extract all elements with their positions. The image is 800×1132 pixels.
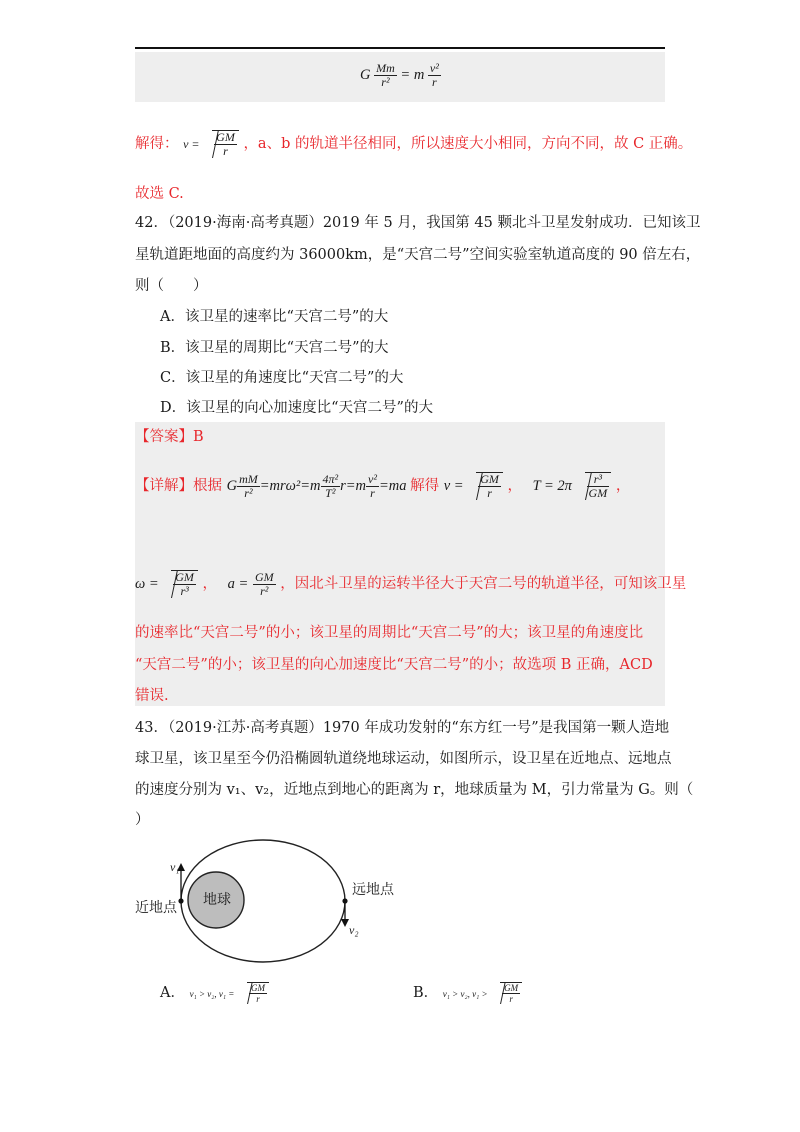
q42-line1: 42．（2019·海南·高考真题）2019 年 5 月，我国第 45 颗北斗卫星发射成功．已知该卫 [135, 215, 701, 231]
detail-42: 【详解】根据 G $\frac{mM}{\text{r²}}$ =mrω²=m $\frac{\text{4π²}}{\text{T²}}$ r=m $\frac{\text{v²}}{r}$ =ma 解得 v = $\frac{GM}{r}$ ， T = 2π $\frac{\text{r³}}{GM}$ ， [135, 472, 631, 501]
q43-option-b: B． v₁ > v₂, v₁ > $\frac{GM}{r}$ [413, 982, 522, 1004]
q42-option-b: B．该卫星的周期比“天宫二号”的大 [160, 340, 389, 356]
q43-option-a: A． v₁ > v₂, v₁ = $\frac{GM}{r}$ [160, 982, 269, 1004]
v2-label: v₂ [349, 923, 359, 937]
apogee-label: 远地点 [352, 882, 394, 898]
gravity-formula: G $\frac{Mm}{\text{r²}}$ = m $\frac{\text{v²}}{r}$ [360, 61, 439, 89]
header-rule [135, 47, 665, 49]
detail-42-line2: ω = $\frac{GM}{\text{r³}}$ ， a = $\frac{GM}{\text{r²}}$ ，因北斗卫星的运转半径大于天宫二号的轨道半径，可知该卫星 [135, 569, 687, 598]
detail-42-line4: “天宫二号”的小；该卫星的向心加速度比“天宫二号”的小；故选项 B 正确，ACD [135, 657, 653, 673]
q43-line3: 的速度分别为 v₁、v₂，近地点到地心的距离为 r，地球质量为 M，引力常量为 G。则（ [135, 782, 694, 798]
q43-line1: 43．（2019·江苏·高考真题）1970 年成功发射的“东方红一号”是我国第一颗人造地 [135, 720, 670, 736]
q42-option-c: C．该卫星的角速度比“天宫二号”的大 [160, 370, 404, 386]
q42-line3: 则（ ） [135, 278, 208, 294]
solution-41: 解得： v = $\frac{GM}{r}$ ，a、b 的轨道半径相同，所以速度大小相同，方向不同，故 C 正确。 [135, 130, 693, 158]
q42-option-a: A．该卫星的速率比“天宫二号”的大 [160, 309, 389, 325]
q42-line2: 星轨道距地面的高度约为 36000km，是“天宫二号”空间实验室轨道高度的 90 倍左右， [135, 247, 701, 263]
perigee-label: 近地点 [135, 900, 177, 916]
q43-line4: ） [135, 812, 150, 828]
earth-label: 地球 [203, 892, 231, 908]
v1-label: v₁ [170, 860, 180, 874]
v2-arrowhead [341, 919, 349, 927]
q42-option-d: D．该卫星的向心加速度比“天宫二号”的大 [160, 400, 433, 416]
answer-42: 【答案】B [135, 429, 204, 445]
q43-line2: 球卫星，该卫星至今仍沿椭圆轨道绕地球运动，如图所示，设卫星在近地点、远地点 [135, 751, 672, 767]
choice-41: 故选 C. [135, 186, 184, 202]
detail-42-line5: 错误. [135, 688, 169, 704]
detail-42-line3: 的速率比“天宫二号”的小；该卫星的周期比“天宫二号”的大；该卫星的角速度比 [135, 625, 644, 641]
